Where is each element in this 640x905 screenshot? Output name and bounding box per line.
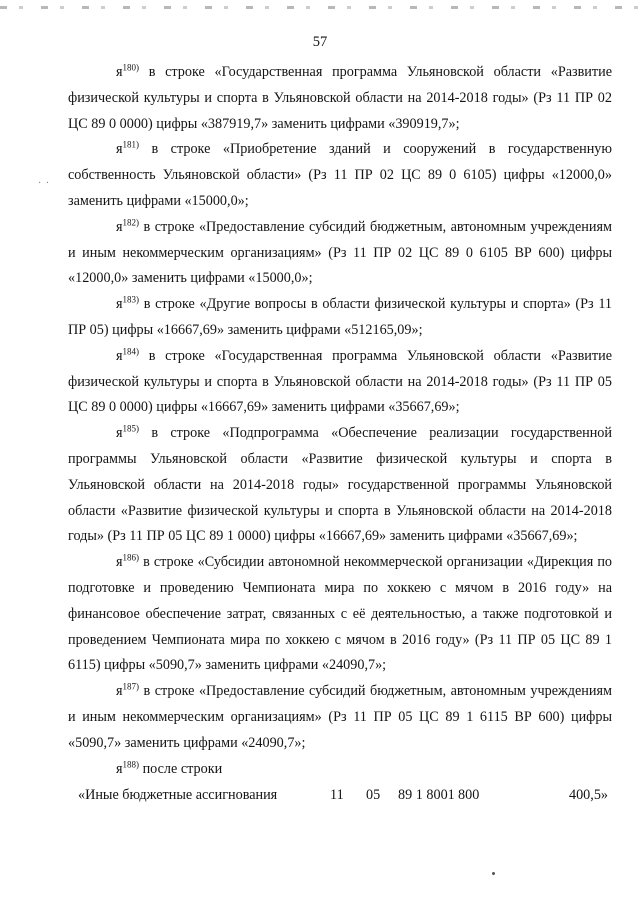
paragraph-187: $я^{187)}$ в строке «Предоставление субсидий бюджетным, автономным учреждениям и иным некоммерческим организациям» (Рз 11 ПР 05 ЦС 89 1 6115 ВР 600) цифры «5090,7» заменить цифрами «24090,7»; xyxy=(68,681,612,751)
paragraph-185: $я^{185)}$ в строке «Подпрограмма «Обеспечение реализации государственной программы Ульяновской области «Развитие физической культуры и спорта в Ульяновской области на 2014-2018 годы» государственной программы Ульяновской области «Развитие физической культуры и спорта в Ульяновской области на 2014-2018 годы» (Рз 11 ПР 05 ЦС 89 1 0000) цифры «16667,69» заменить цифрами «35667,69»; xyxy=(68,423,612,545)
budget-table-row xyxy=(68,783,612,809)
row-name: «Иные бюджетные ассигнования xyxy=(78,787,278,804)
paragraph-183: $я^{183)}$ в строке «Другие вопросы в области физической культуры и спорта» (Рз 11 ПР 05) цифры «16667,69» заменить цифрами «512165,09»; xyxy=(68,294,612,338)
paragraph-184: $я^{184)}$ в строке «Государственная программа Ульяновской области «Развитие физической культуры и спорта в Ульяновской области на 2014-2018 годы» (Рз 11 ПР 05 ЦС 89 0 0000) цифры «16667,69» заменить цифрами «35667,69»; xyxy=(68,346,612,416)
scan-dot xyxy=(492,872,495,875)
scan-artifact-top xyxy=(0,6,640,9)
document-body xyxy=(68,60,612,809)
paragraph-188: $я^{188)}$ после строки xyxy=(116,758,223,777)
row-cs: 89 1 8001 xyxy=(398,787,455,804)
row-vr: 800 xyxy=(458,787,480,804)
page-number: 57 xyxy=(312,34,328,50)
row-pr: 05 xyxy=(366,787,381,804)
paragraph-181: $я^{181)}$ в строке «Приобретение зданий и сооружений в государственную собственность Ульяновской области» (Рз 11 ПР 02 ЦС 89 0 6105) цифры «12000,0» заменить цифрами «15000,0»; xyxy=(68,139,612,209)
paragraph-186: $я^{186)}$ в строке «Субсидии автономной некоммерческой организации «Дирекция по подготовке и проведению Чемпионата мира по хоккею с мячом в 2016 году» на финансовое обеспечение затрат, связанных с её деятельностью, а также подготовкой и проведением Чемпионата мира по хоккею с мячом в 2016 году» (Рз 11 ПР 05 ЦС 89 1 6115) цифры «5090,7» заменить цифрами «24090,7»; xyxy=(68,552,612,674)
paragraph-182: $я^{182)}$ в строке «Предоставление субсидий бюджетным, автономным учреждениям и иным некоммерческим организациям» (Рз 11 ПР 02 ЦС 89 0 6105 ВР 600) цифры «12000,0» заменить цифрами «15000,0»; xyxy=(68,217,612,287)
row-rz: 11 xyxy=(330,787,344,804)
paragraph-180: $я^{180)}$ в строке «Государственная программа Ульяновской области «Развитие физической культуры и спорта в Ульяновской области на 2014-2018 годы» (Рз 11 ПР 02 ЦС 89 0 0000) цифры «387919,7» заменить цифрами «390919,7»; xyxy=(68,62,612,132)
margin-mark: · · xyxy=(38,178,51,189)
row-amount: 400,5» xyxy=(568,787,608,804)
